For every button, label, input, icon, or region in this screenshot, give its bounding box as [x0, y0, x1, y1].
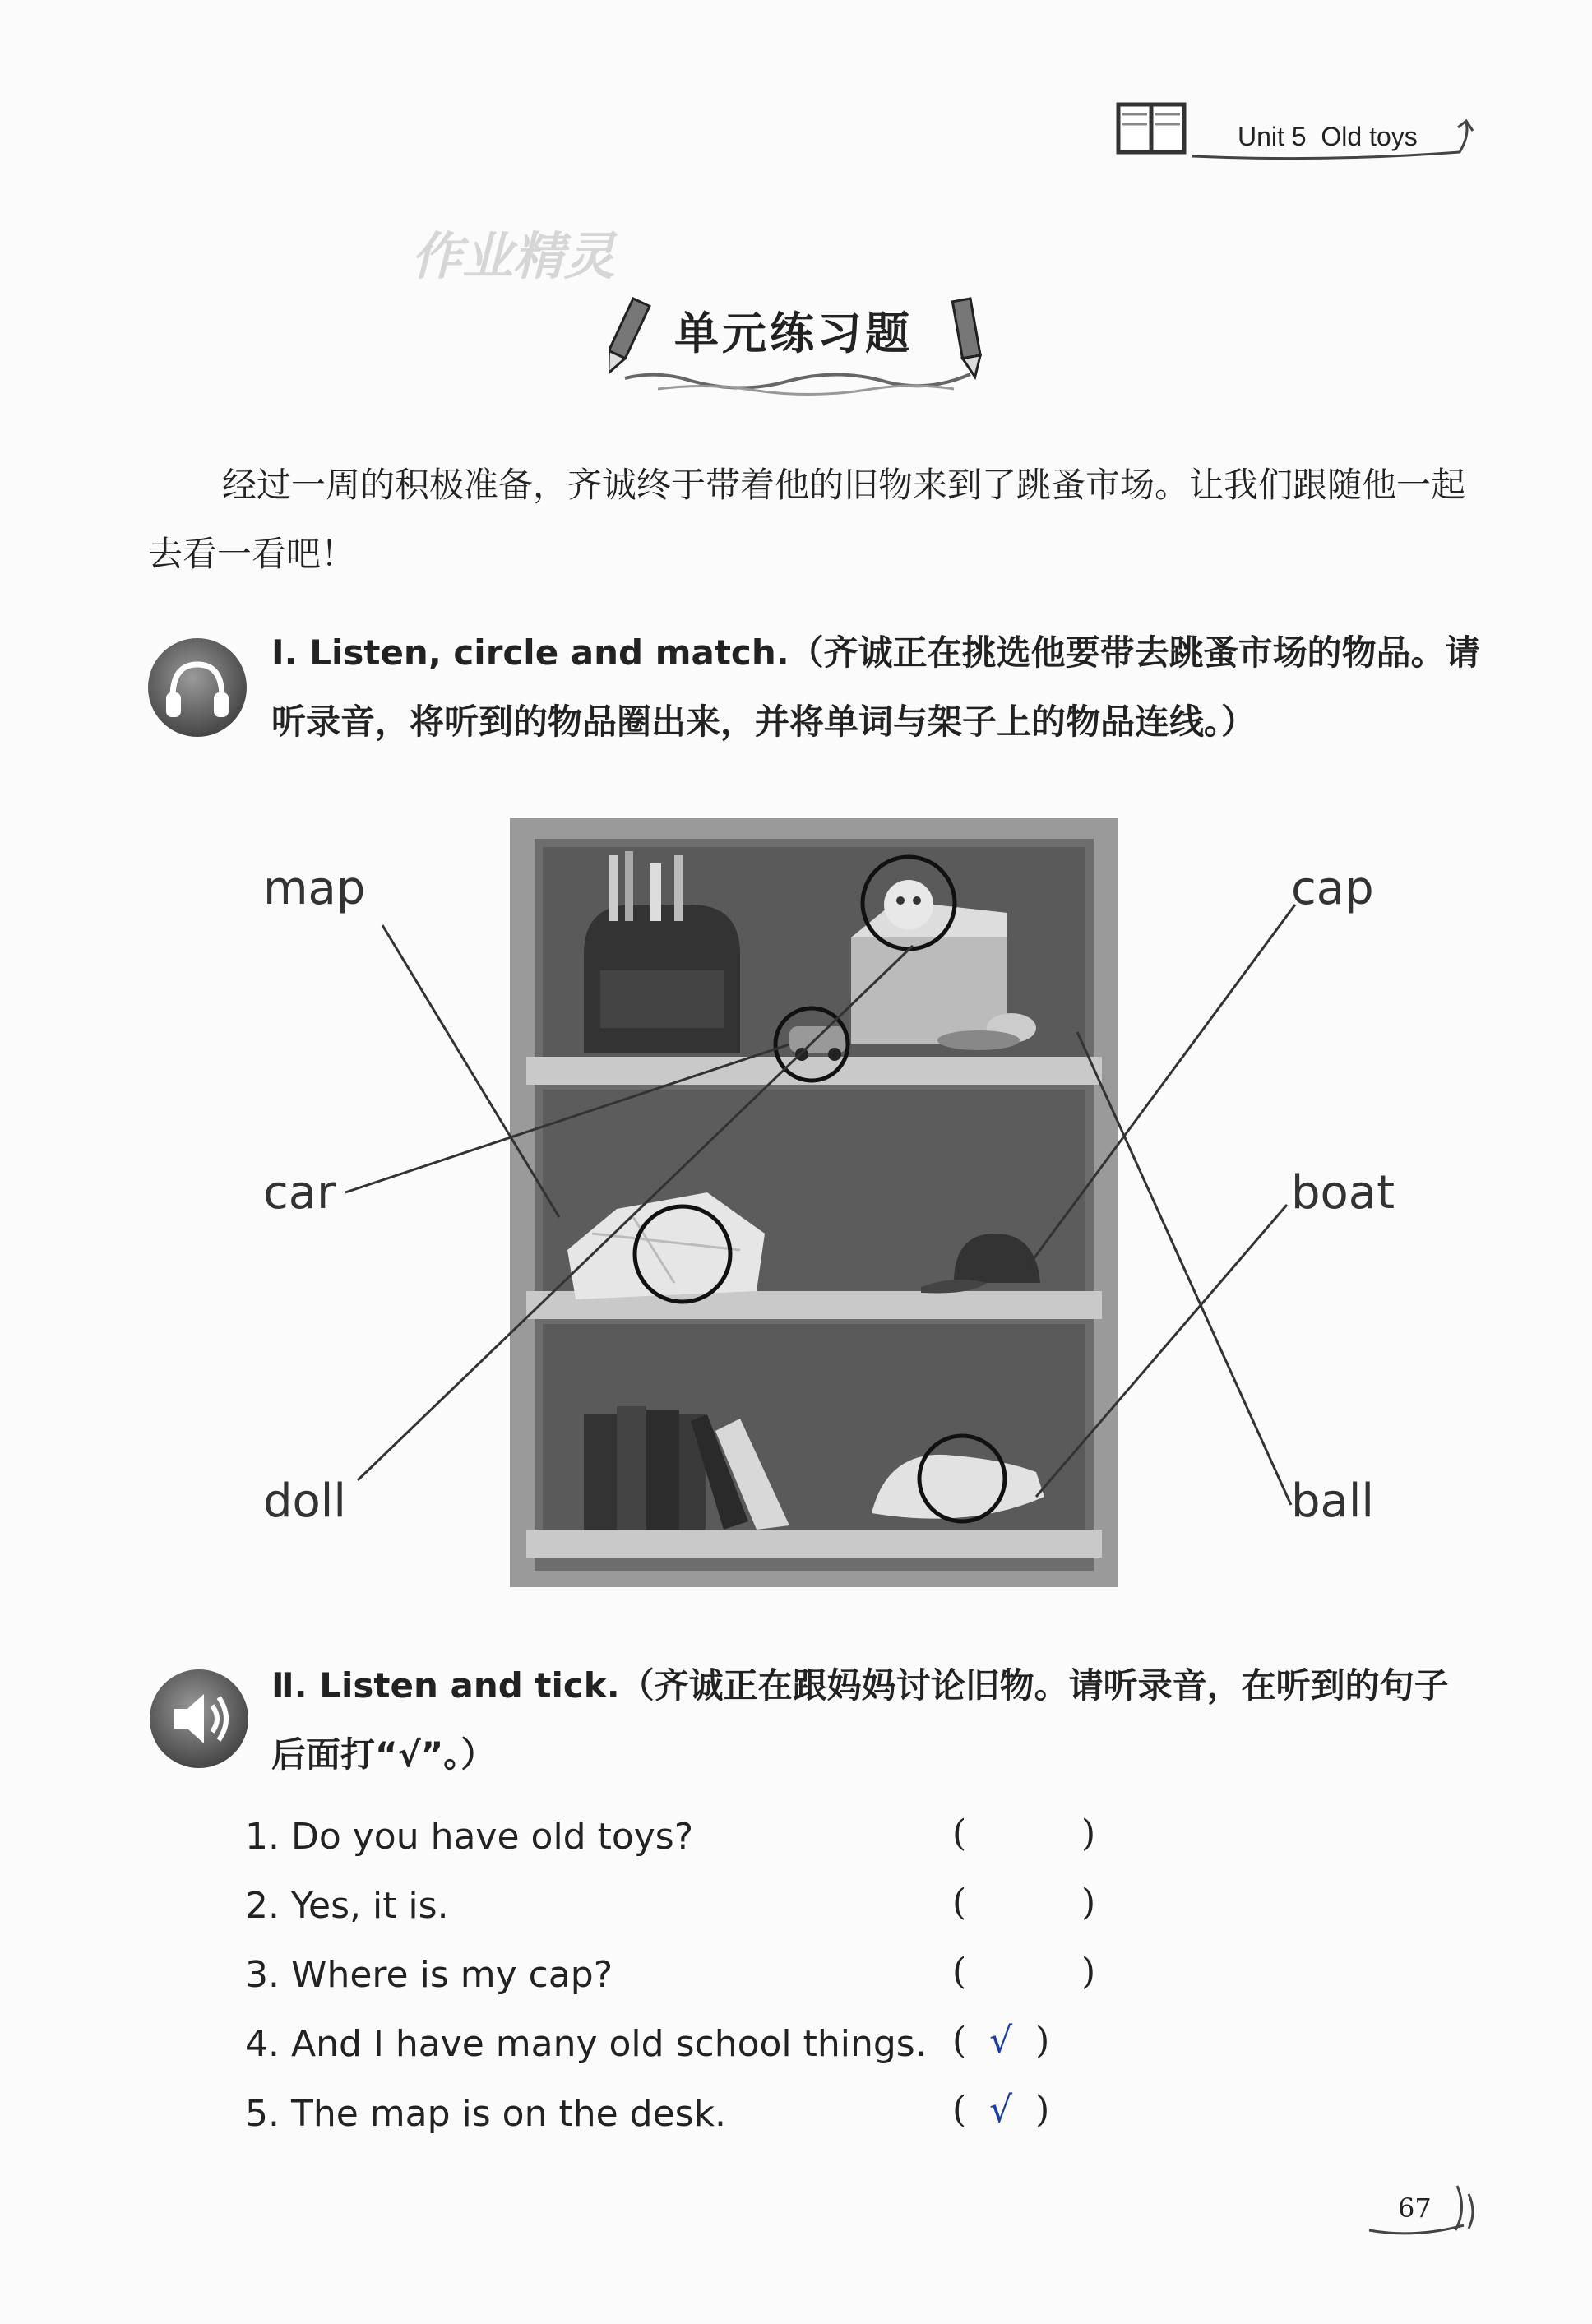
page-number: 67: [1398, 2192, 1432, 2224]
word-cap: cap: [1291, 862, 1374, 915]
answer-paren-2[interactable]: ( ): [952, 1882, 1096, 1924]
section1-heading-en: Ⅰ. Listen, circle and match.: [271, 632, 789, 673]
answer-mark-5: √: [989, 2089, 1013, 2131]
headphones-icon: [148, 638, 247, 737]
tick-item-3: 3. Where is my cap?: [245, 1954, 613, 1996]
tick-item-4: 4. And I have many old school things.: [245, 2023, 927, 2065]
page-title: 单元练习题: [674, 308, 913, 359]
intro-paragraph: 经过一周的积极准备，齐诚终于带着他的旧物来到了跳蚤市场。让我们跟随他一起去看一看吧！: [148, 465, 1466, 574]
word-boat: boat: [1291, 1166, 1395, 1220]
answer-paren-4[interactable]: ( √ ): [952, 2020, 1050, 2062]
answer-mark-4: √: [989, 2020, 1013, 2062]
answer-paren-3[interactable]: ( ): [952, 1951, 1096, 1993]
section2-heading-cn: （齐诚正在跟妈妈讨论旧物。请听录音，在听到的句子后面打“√”。）: [271, 1665, 1449, 1775]
tick-item-5: 5. The map is on the desk.: [245, 2093, 727, 2135]
answer-paren-5[interactable]: ( √ ): [952, 2089, 1050, 2131]
page-number-decoration: [1365, 2179, 1488, 2245]
word-doll: doll: [263, 1474, 346, 1528]
word-ball: ball: [1291, 1474, 1374, 1528]
section1-heading-cn: （齐诚正在挑选他要带去跳蚤市场的物品。请听录音，将听到的物品圈出来，并将单词与架子上的物品连线。）: [271, 632, 1480, 742]
shelf-illustration: [247, 806, 1439, 1612]
answer-paren-1[interactable]: ( ): [952, 1812, 1096, 1854]
speaker-icon: [150, 1669, 248, 1768]
section2-heading-en: Ⅱ. Listen and tick.: [271, 1665, 620, 1706]
section2-heading: [271, 1651, 1480, 1789]
tick-item-2: 2. Yes, it is.: [245, 1885, 449, 1927]
word-car: car: [263, 1166, 336, 1220]
unit-label: Unit 5 Old toys: [1238, 122, 1418, 151]
section1-heading: [271, 618, 1480, 757]
tick-item-1: 1. Do you have old toys?: [245, 1816, 694, 1858]
word-map: map: [263, 862, 366, 915]
watermark: 作业精灵: [411, 226, 616, 286]
